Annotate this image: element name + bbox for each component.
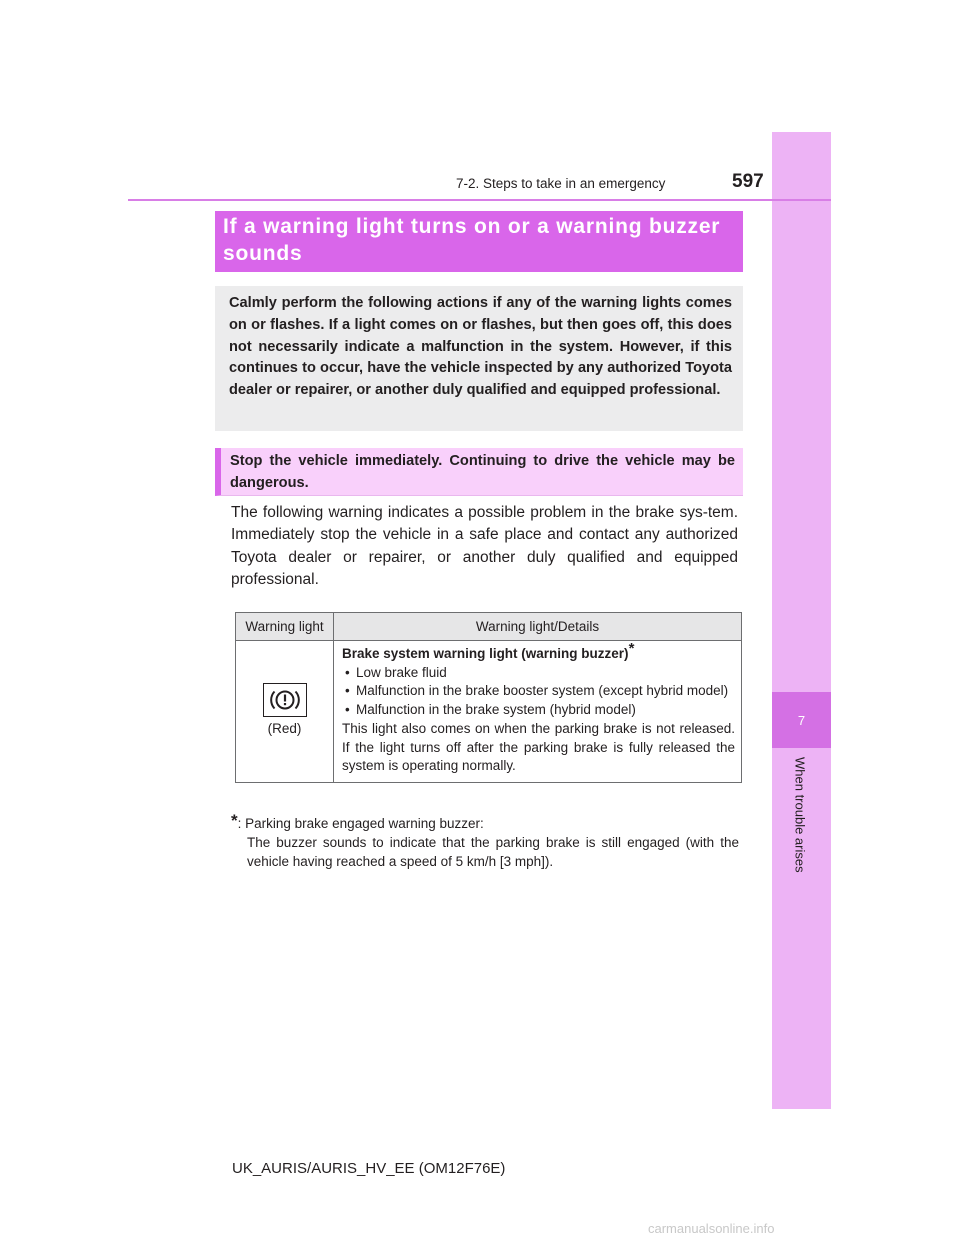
footnote-heading [231, 811, 739, 833]
warning-light-table [235, 612, 742, 783]
page-title: If a warning light turns on or a warning buzzer sounds [223, 215, 721, 265]
list-item-text: Malfunction in the brake booster system (except hybrid model) [356, 683, 729, 699]
light-color-label: (Red) [267, 720, 302, 736]
list-item [342, 664, 735, 683]
footnote-text: The buzzer sounds to indicate that the parking brake is still engaged (with the vehicle having reached a speed of 5 km/h [3 mph]). [247, 835, 739, 869]
table-header-warning-light: Warning light [236, 613, 334, 641]
warning-note: This light also comes on when the parking brake is not released. If the light turns off after the parking brake is fully released the system is operating normally. [342, 720, 735, 774]
table-header-row [236, 613, 742, 641]
brake-warning-icon [263, 683, 307, 717]
table-row [236, 641, 742, 783]
chapter-number: 7 [772, 692, 831, 748]
bullet-icon: • [345, 664, 350, 680]
title-banner [215, 211, 743, 272]
caution-text: Stop the vehicle immediately. Continuing to drive the vehicle may be dangerous. [230, 453, 735, 491]
page-number: 597 [732, 171, 764, 192]
warning-title [342, 640, 735, 664]
section-reference: 7-2. Steps to take in an emergency [456, 176, 666, 191]
caution-box [215, 448, 743, 496]
document-code: UK_AURIS/AURIS_HV_EE (OM12F76E) [232, 1160, 506, 1177]
warning-light-cell [236, 641, 334, 783]
footnote [231, 811, 739, 871]
body-paragraph: The following warning indicates a possible problem in the brake sys-tem. Immediately stop the vehicle in a safe place and contact any authorized Toyota dealer or repairer, or another duly qualified and equipped professional. [231, 504, 738, 588]
list-item-text: Low brake fluid [356, 664, 447, 680]
bullet-icon: • [345, 683, 350, 699]
chapter-side-tab [772, 132, 831, 1109]
footnote-label: : Parking brake engaged warning buzzer: [237, 816, 484, 831]
warning-title-text: Brake system warning light (warning buzzer) [342, 646, 629, 661]
footnote-marker: * [231, 811, 238, 830]
table-header-details: Warning light/Details [334, 613, 742, 641]
list-item [342, 701, 735, 720]
bullet-icon: • [345, 702, 350, 718]
intro-box [215, 286, 743, 431]
warning-title-marker: * [628, 640, 635, 657]
warning-details-cell [334, 641, 742, 783]
header-rule [128, 199, 831, 201]
list-item-text: Malfunction in the brake system (hybrid model) [356, 702, 636, 718]
intro-text: Calmly perform the following actions if any of the warning lights comes on or flashes. If a light comes on or flashes, but then goes off, this does not necessarily indicate a malfunction in the system. However, if this continues to occur, have the vehicle inspected by any authorized Toyota dealer or repairer, or another duly qualified and equipped professional. [229, 295, 732, 399]
watermark: carmanualsonline.info [648, 1221, 775, 1236]
chapter-title: When trouble arises [792, 757, 808, 873]
list-item [342, 682, 735, 701]
